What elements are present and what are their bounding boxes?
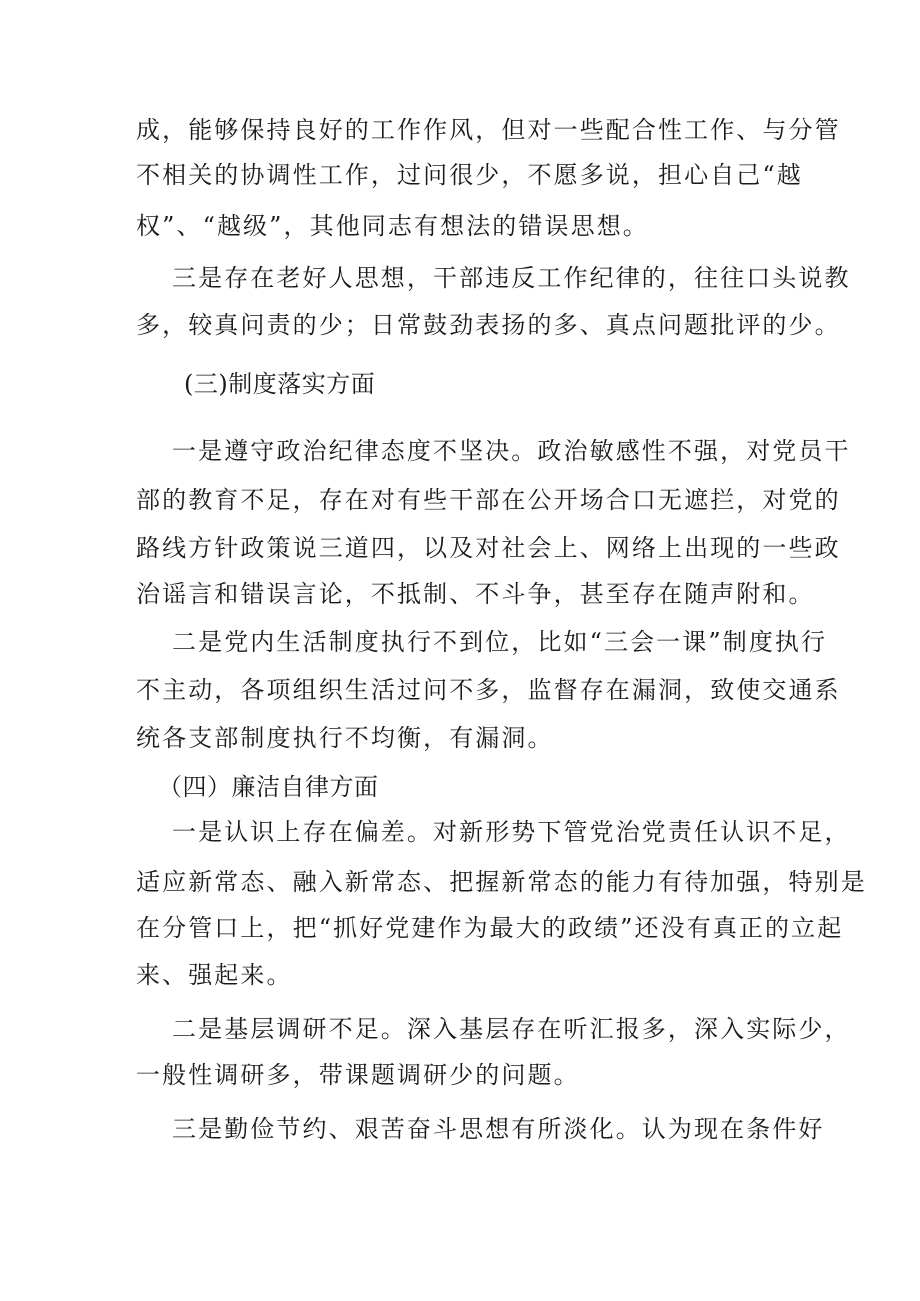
section-heading-4: （四）廉洁自律方面 (158, 773, 379, 801)
text-line-2: 不相关的协调性工作，过问很少，不愿多说，担心自己“越 (136, 161, 803, 189)
text-line-4: 三是存在老好人思想，干部违反工作纪律的，往往口头说教 (172, 264, 851, 292)
text-line-17: 在分管口上，把“抓好党建作为最大的政绩”还没有真正的立起 (136, 914, 844, 942)
text-line-9: 路线方针政策说三道四，以及对社会上、网络上出现的一些政 (136, 534, 841, 562)
section-heading-3: (三)制度落实方面 (184, 370, 376, 398)
text-line-11: 二是党内生活制度执行不到位，比如“三会一课”制度执行 (172, 628, 828, 656)
text-line-13: 统各支部制度执行不均衡，有漏洞。 (136, 724, 554, 752)
text-line-1: 成，能够保持良好的工作作风，但对一些配合性工作、与分管 (136, 116, 841, 144)
text-line-18: 来、强起来。 (136, 961, 293, 989)
text-line-3: 权”、“越级”，其他同志有想法的错误思想。 (136, 212, 649, 240)
text-line-12: 不主动，各项组织生活过问不多，监督存在漏洞，致使交通系 (136, 676, 841, 704)
text-line-20: 一般性调研多，带课题调研少的问题。 (136, 1061, 580, 1089)
text-line-5: 多，较真问责的少；日常鼓劲表扬的多、真点问题批评的少。 (136, 311, 841, 339)
text-line-19: 二是基层调研不足。深入基层存在听汇报多，深入实际少， (172, 1015, 851, 1043)
text-line-16: 适应新常态、融入新常态、把握新常态的能力有待加强，特别是 (136, 868, 867, 896)
text-line-21: 三是勤俭节约、艰苦奋斗思想有所淡化。认为现在条件好 (172, 1115, 825, 1143)
text-line-10: 治谣言和错误言论，不抵制、不斗争，甚至存在随声附和。 (136, 580, 815, 608)
text-line-15: 一是认识上存在偏差。对新形势下管党治党责任认识不足， (172, 818, 851, 846)
text-line-7: 一是遵守政治纪律态度不坚决。政治敏感性不强，对党员干 (172, 437, 851, 465)
text-line-8: 部的教育不足，存在对有些干部在公开场合口无遮拦，对党的 (136, 486, 841, 514)
